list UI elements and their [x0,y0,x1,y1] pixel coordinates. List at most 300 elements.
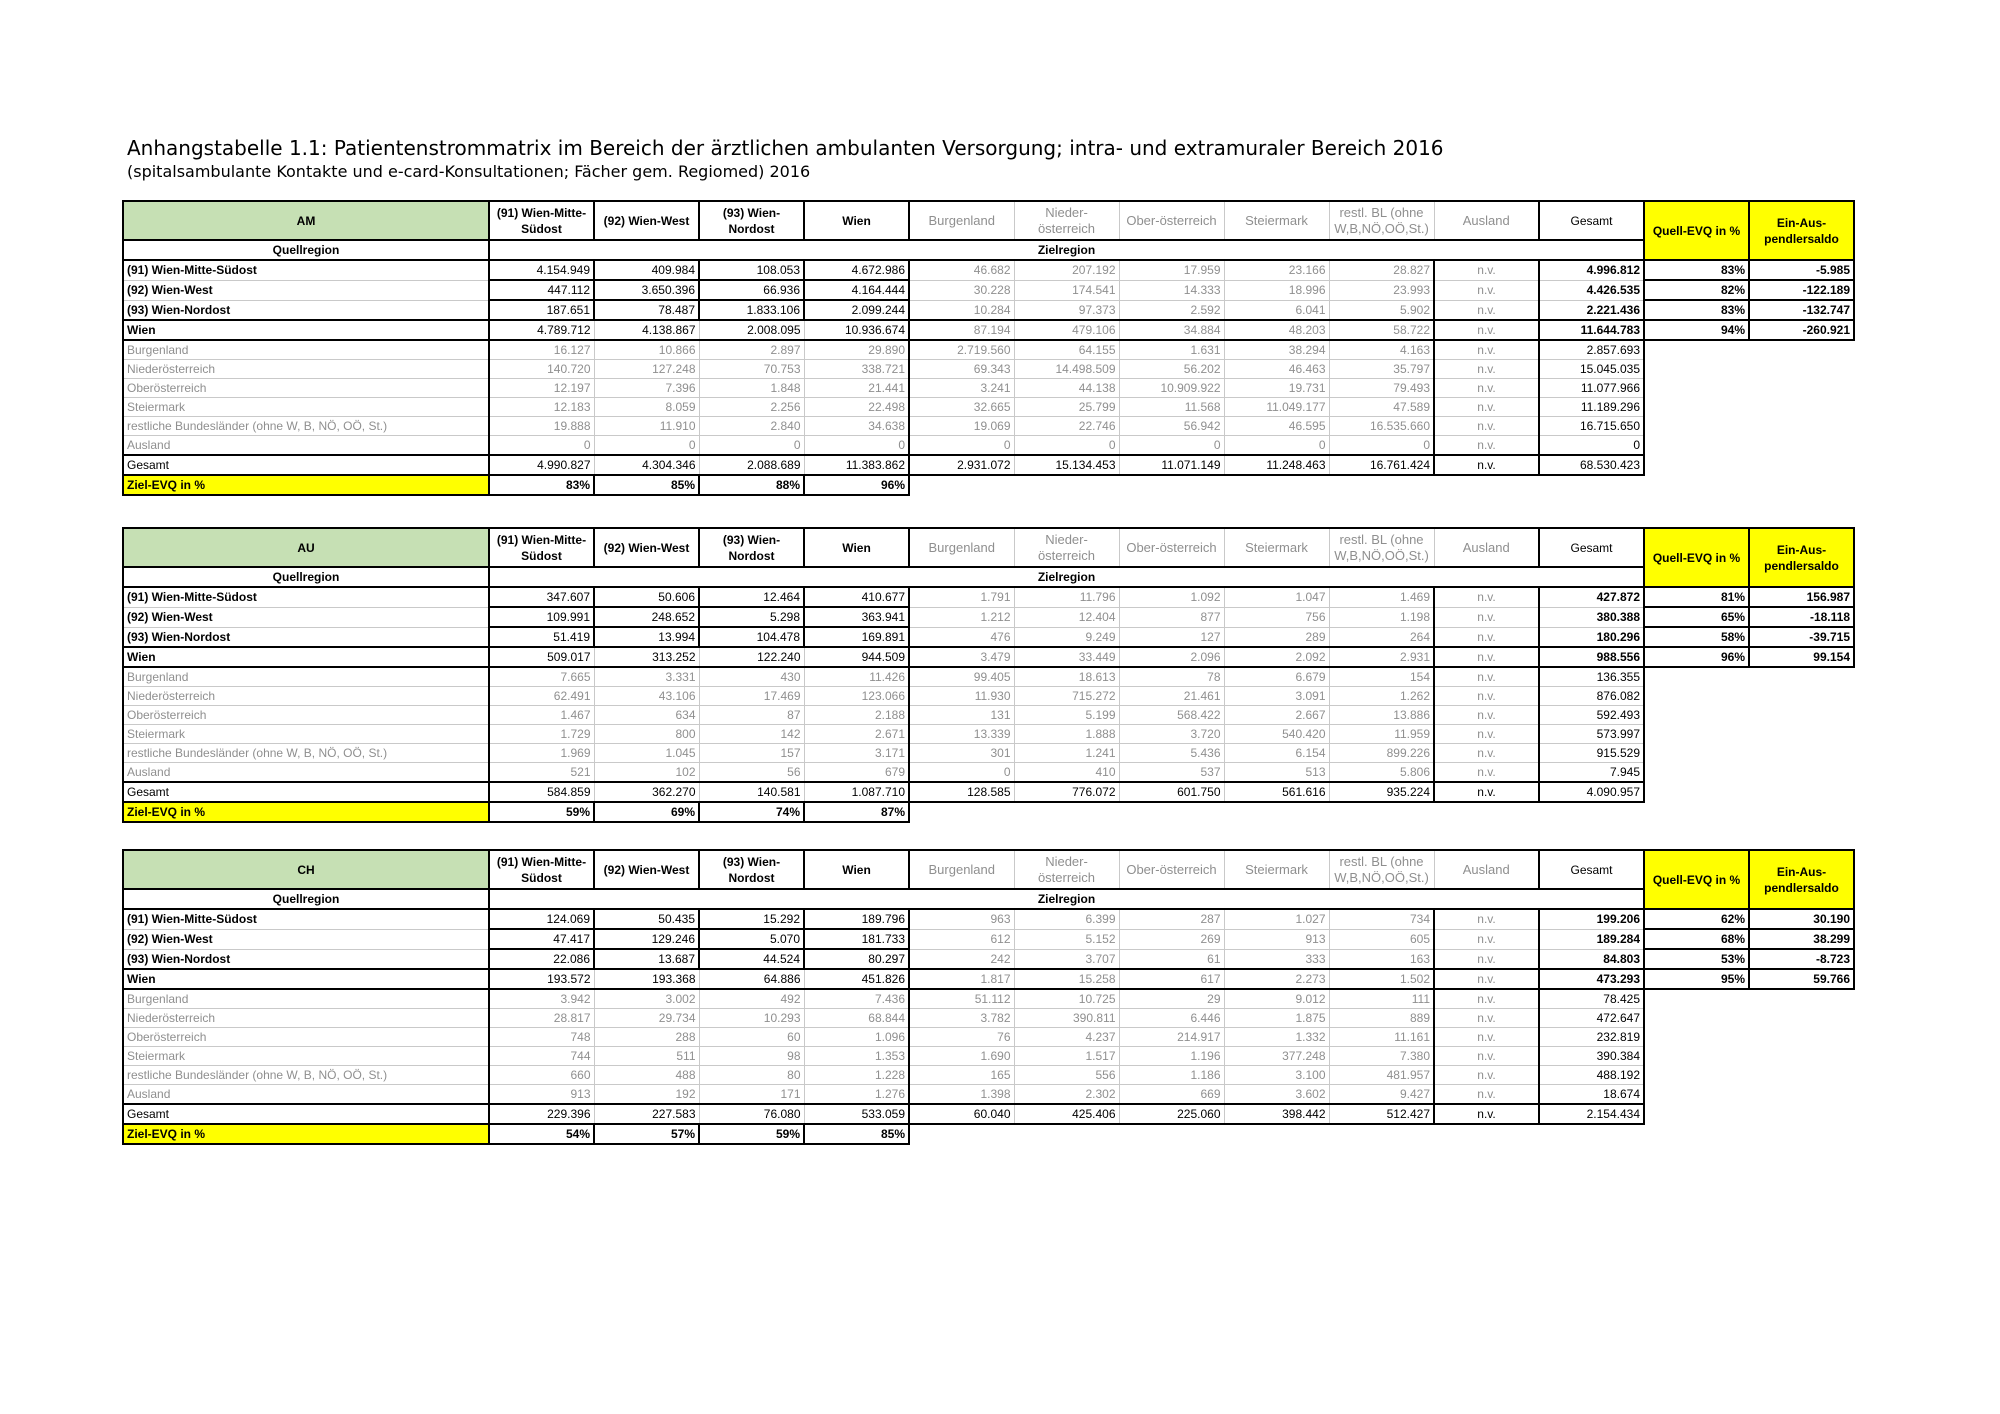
empty-cell [1749,687,1854,706]
table-row [123,1104,1854,1124]
table-cell: 4.164.444 [804,280,909,300]
table-cell: 51.419 [489,627,594,647]
quell-evq-value: 96% [1644,647,1749,667]
table-cell: 0 [804,436,909,456]
table-cell: 2.592 [1119,300,1224,320]
table-cell: n.v. [1434,587,1539,607]
table-cell: 2.719.560 [909,340,1014,360]
row-label: Niederösterreich [123,360,489,379]
table-cell: 2.092 [1224,647,1329,667]
table-cell: 171 [699,1085,804,1105]
empty-cell [1749,1066,1854,1085]
empty-cell [1644,782,1749,802]
table-cell: 44.524 [699,949,804,969]
table-row [123,667,1854,687]
table-cell: 3.002 [594,989,699,1009]
table-cell: 3.100 [1224,1066,1329,1085]
table-row [123,1009,1854,1028]
table-cell: 187.651 [489,300,594,320]
empty-cell [1119,1124,1224,1144]
table-cell: 2.931.072 [909,455,1014,475]
table-cell: 4.237 [1014,1028,1119,1047]
ziel-evq-row [123,1124,1854,1144]
ziel-evq-label: Ziel-EVQ in % [123,802,489,822]
row-label: Wien [123,969,489,989]
table-cell: 12.404 [1014,607,1119,627]
table-cell: 1.631 [1119,340,1224,360]
table-row [123,607,1854,627]
table-cell: 56.942 [1119,417,1224,436]
table-cell: 13.994 [594,627,699,647]
table-cell: 122.240 [699,647,804,667]
table-row [123,300,1854,320]
column-header: Ausland [1434,201,1539,240]
table-cell: 78.425 [1539,989,1644,1009]
table-cell: 169.891 [804,627,909,647]
empty-cell [1749,1047,1854,1066]
column-header: Burgenland [909,528,1014,567]
table-cell: 68.844 [804,1009,909,1028]
table-cell: 1.833.106 [699,300,804,320]
empty-cell [1749,989,1854,1009]
table-cell: 11.383.862 [804,455,909,475]
empty-cell [909,475,1014,495]
table-cell: 4.990.827 [489,455,594,475]
empty-cell [1749,360,1854,379]
table-cell: 2.302 [1014,1085,1119,1105]
empty-cell [1119,475,1224,495]
saldo-value: 38.299 [1749,929,1854,949]
ziel-evq-value: 85% [804,1124,909,1144]
table-cell: 140.581 [699,782,804,802]
table-cell: 1.186 [1119,1066,1224,1085]
ziel-evq-value: 88% [699,475,804,495]
table-cell: 592.493 [1539,706,1644,725]
column-header: Gesamt [1539,850,1644,889]
table-cell: 4.426.535 [1539,280,1644,300]
table-cell: 0 [1329,436,1434,456]
table-cell: 18.674 [1539,1085,1644,1105]
table-row [123,398,1854,417]
table-cell: 163 [1329,949,1434,969]
table-cell: n.v. [1434,455,1539,475]
table-cell: 877 [1119,607,1224,627]
empty-cell [1749,1124,1854,1144]
table-row [123,744,1854,763]
table-cell: 9.249 [1014,627,1119,647]
empty-cell [1329,475,1434,495]
empty-cell [1749,1028,1854,1047]
table-cell: 776.072 [1014,782,1119,802]
table-cell: 131 [909,706,1014,725]
table-cell: 157 [699,744,804,763]
column-header: (92) Wien-West [594,850,699,889]
table-cell: 15.134.453 [1014,455,1119,475]
row-label: Ausland [123,436,489,456]
table-cell: n.v. [1434,340,1539,360]
saldo-value: -260.921 [1749,320,1854,340]
table-cell: 472.647 [1539,1009,1644,1028]
row-label: (92) Wien-West [123,929,489,949]
table-cell: 10.909.922 [1119,379,1224,398]
table-cell: 744 [489,1047,594,1066]
table-cell: 1.875 [1224,1009,1329,1028]
table-cell: 13.687 [594,949,699,969]
table-cell: 734 [1329,909,1434,929]
table-cell: 509.017 [489,647,594,667]
row-label: Gesamt [123,782,489,802]
quell-evq-value: 53% [1644,949,1749,969]
table-cell: 10.284 [909,300,1014,320]
table-row [123,909,1854,929]
table-cell: 988.556 [1539,647,1644,667]
table-cell: 1.276 [804,1085,909,1105]
table-cell: 99.405 [909,667,1014,687]
ziel-evq-value: 59% [489,802,594,822]
table-cell: 6.679 [1224,667,1329,687]
table-cell: 287 [1119,909,1224,929]
table-row [123,725,1854,744]
table-row [123,280,1854,300]
table-cell: 1.467 [489,706,594,725]
empty-cell [1749,782,1854,802]
row-label: Oberösterreich [123,1028,489,1047]
table-cell: 79.493 [1329,379,1434,398]
header-row [123,201,1854,240]
table-cell: 6.446 [1119,1009,1224,1028]
table-cell: 12.464 [699,587,804,607]
quell-evq-value: 82% [1644,280,1749,300]
table-cell: 944.509 [804,647,909,667]
table-cell: 913 [489,1085,594,1105]
empty-cell [1644,802,1749,822]
table-cell: 140.720 [489,360,594,379]
table-cell: 2.273 [1224,969,1329,989]
table-cell: 447.112 [489,280,594,300]
saldo-value: -39.715 [1749,627,1854,647]
subheader-row [123,240,1854,260]
table-row [123,1047,1854,1066]
table-cell: 109.991 [489,607,594,627]
empty-cell [1749,725,1854,744]
table-cell: 129.246 [594,929,699,949]
column-header: Steiermark [1224,850,1329,889]
table-cell: 12.183 [489,398,594,417]
table-cell: 76 [909,1028,1014,1047]
table-row [123,1085,1854,1105]
table-cell: 481.957 [1329,1066,1434,1085]
table-cell: 64.886 [699,969,804,989]
table-cell: 7.665 [489,667,594,687]
table-cell: 390.811 [1014,1009,1119,1028]
table-cell: 2.096 [1119,647,1224,667]
table-cell: 181.733 [804,929,909,949]
table-row [123,340,1854,360]
table-cell: 199.206 [1539,909,1644,929]
table-cell: 128.585 [909,782,1014,802]
table-cell: 409.984 [594,260,699,280]
table-cell: 1.398 [909,1085,1014,1105]
table-cell: 488.192 [1539,1066,1644,1085]
table-cell: 660 [489,1066,594,1085]
table-cell: 963 [909,909,1014,929]
table-cell: 876.082 [1539,687,1644,706]
column-header: Ober-österreich [1119,850,1224,889]
table-cell: 3.782 [909,1009,1014,1028]
table-cell: 229.396 [489,1104,594,1124]
row-label: Ausland [123,1085,489,1105]
table-cell: 102 [594,763,699,783]
table-cell: 1.332 [1224,1028,1329,1047]
table-cell: 679 [804,763,909,783]
table-cell: n.v. [1434,607,1539,627]
table-cell: 617 [1119,969,1224,989]
table-cell: 715.272 [1014,687,1119,706]
empty-cell [1329,1124,1434,1144]
table-cell: 56 [699,763,804,783]
table-cell: 1.196 [1119,1047,1224,1066]
table-cell: 87 [699,706,804,725]
empty-cell [909,1124,1014,1144]
table-cell: 1.817 [909,969,1014,989]
table-cell: n.v. [1434,929,1539,949]
row-label: Oberösterreich [123,706,489,725]
table-cell: 451.826 [804,969,909,989]
table-cell: 2.931 [1329,647,1434,667]
table-cell: 13.339 [909,725,1014,744]
table-cell: 28.817 [489,1009,594,1028]
table-row [123,1066,1854,1085]
table-row [123,320,1854,340]
table-row [123,782,1854,802]
table-cell: 0 [699,436,804,456]
table-cell: 362.270 [594,782,699,802]
quell-evq-value: 65% [1644,607,1749,627]
table-cell: n.v. [1434,260,1539,280]
table-cell: 47.417 [489,929,594,949]
column-header-quell-evq: Quell-EVQ in % [1644,201,1749,260]
table-cell: 87.194 [909,320,1014,340]
page-title: Anhangstabelle 1.1: Patientenstrommatrix im Bereich der ärztlichen ambulanten Versorgung; intra- und extramuraler Bereich 2016 [127,136,1444,160]
table-cell: 17.469 [699,687,804,706]
subheader-row [123,567,1854,587]
table-cell: 23.993 [1329,280,1434,300]
table-cell: 476 [909,627,1014,647]
empty-cell [1644,417,1749,436]
zielregion-label: Zielregion [489,889,1644,909]
table-cell: 7.945 [1539,763,1644,783]
quell-evq-value: 83% [1644,260,1749,280]
table-cell: 11.644.783 [1539,320,1644,340]
table-cell: 1.502 [1329,969,1434,989]
table-cell: 16.715.650 [1539,417,1644,436]
table-cell: 4.163 [1329,340,1434,360]
table-cell: 605 [1329,929,1434,949]
table-cell: n.v. [1434,1028,1539,1047]
row-label: Gesamt [123,1104,489,1124]
column-header: (93) Wien-Nordost [699,528,804,567]
table-cell: 427.872 [1539,587,1644,607]
table-cell: 60 [699,1028,804,1047]
table-cell: 214.917 [1119,1028,1224,1047]
empty-cell [1119,802,1224,822]
table-cell: 473.293 [1539,969,1644,989]
table-cell: 0 [594,436,699,456]
table-cell: 23.166 [1224,260,1329,280]
zielregion-label: Zielregion [489,567,1644,587]
table-cell: 634 [594,706,699,725]
ziel-evq-value: 59% [699,1124,804,1144]
table-row [123,587,1854,607]
column-header: restl. BL (ohne W,B,NÖ,OÖ,St.) [1329,528,1434,567]
table-cell: 16.535.660 [1329,417,1434,436]
table-cell: 0 [1014,436,1119,456]
table-cell: 1.087.710 [804,782,909,802]
table-cell: 333 [1224,949,1329,969]
ziel-evq-label: Ziel-EVQ in % [123,475,489,495]
ziel-evq-value: 57% [594,1124,699,1144]
table-cell: n.v. [1434,949,1539,969]
table-cell: 47.589 [1329,398,1434,417]
table-cell: 380.388 [1539,607,1644,627]
table-cell: 44.138 [1014,379,1119,398]
ziel-evq-value: 69% [594,802,699,822]
table-cell: 25.799 [1014,398,1119,417]
column-header: Ausland [1434,528,1539,567]
saldo-value: 59.766 [1749,969,1854,989]
table-cell: 5.298 [699,607,804,627]
table-cell: n.v. [1434,1066,1539,1085]
table-cell: 1.047 [1224,587,1329,607]
table-code: AU [123,528,489,567]
table-row [123,969,1854,989]
table-cell: 537 [1119,763,1224,783]
table-cell: 3.241 [909,379,1014,398]
table-cell: 34.638 [804,417,909,436]
table-cell: n.v. [1434,706,1539,725]
table-row [123,647,1854,667]
table-cell: 21.441 [804,379,909,398]
table-cell: 9.427 [1329,1085,1434,1105]
table-cell: 2.188 [804,706,909,725]
saldo-value: -132.747 [1749,300,1854,320]
table-cell: 0 [1119,436,1224,456]
table-cell: 511 [594,1047,699,1066]
table-cell: 66.936 [699,280,804,300]
header-row [123,528,1854,567]
table-cell: 748 [489,1028,594,1047]
table-cell: 1.212 [909,607,1014,627]
table-cell: 10.293 [699,1009,804,1028]
empty-cell [1539,802,1644,822]
table-cell: 410.677 [804,587,909,607]
table-cell: 3.707 [1014,949,1119,969]
quell-evq-value: 81% [1644,587,1749,607]
table-cell: 3.942 [489,989,594,1009]
empty-cell [1644,1009,1749,1028]
table-cell: 430 [699,667,804,687]
row-label: restliche Bundesländer (ohne W, B, NÖ, OÖ, St.) [123,1066,489,1085]
empty-cell [1749,802,1854,822]
table-cell: 18.613 [1014,667,1119,687]
table-cell: 11.189.296 [1539,398,1644,417]
column-header-saldo: Ein-Aus-pendlersaldo [1749,850,1854,909]
row-label: (93) Wien-Nordost [123,300,489,320]
empty-cell [1644,1028,1749,1047]
row-label: Wien [123,320,489,340]
table-cell: n.v. [1434,1009,1539,1028]
table-cell: 533.059 [804,1104,909,1124]
table-cell: 1.791 [909,587,1014,607]
empty-cell [1644,455,1749,475]
ziel-evq-value: 85% [594,475,699,495]
table-cell: n.v. [1434,436,1539,456]
table-cell: 56.202 [1119,360,1224,379]
empty-cell [1749,706,1854,725]
table-row [123,763,1854,783]
row-label: (93) Wien-Nordost [123,949,489,969]
ziel-evq-row [123,475,1854,495]
table-cell: 13.886 [1329,706,1434,725]
table-cell: n.v. [1434,687,1539,706]
table-cell: 15.045.035 [1539,360,1644,379]
table-cell: 21.461 [1119,687,1224,706]
row-label: restliche Bundesländer (ohne W, B, NÖ, OÖ, St.) [123,744,489,763]
table-cell: 1.027 [1224,909,1329,929]
table-cell: 10.866 [594,340,699,360]
table-cell: n.v. [1434,1047,1539,1066]
table-row [123,360,1854,379]
table-cell: 521 [489,763,594,783]
quellregion-label: Quellregion [123,567,489,587]
table-cell: 4.304.346 [594,455,699,475]
table-cell: 80 [699,1066,804,1085]
column-header: Ober-österreich [1119,528,1224,567]
table-cell: 124.069 [489,909,594,929]
table-cell: 0 [1539,436,1644,456]
table-code: CH [123,850,489,889]
table-cell: 68.530.423 [1539,455,1644,475]
table-cell: 889 [1329,1009,1434,1028]
table-cell: 3.720 [1119,725,1224,744]
table-cell: 29.890 [804,340,909,360]
table-cell: 584.859 [489,782,594,802]
table-cell: 1.888 [1014,725,1119,744]
table-cell: 70.753 [699,360,804,379]
table-cell: 61 [1119,949,1224,969]
row-label: Burgenland [123,989,489,1009]
empty-cell [1644,706,1749,725]
column-header: Gesamt [1539,528,1644,567]
table-cell: 11.568 [1119,398,1224,417]
saldo-value: 99.154 [1749,647,1854,667]
row-label: Steiermark [123,398,489,417]
table-cell: 11.426 [804,667,909,687]
table-cell: 10.936.674 [804,320,909,340]
table-cell: 0 [489,436,594,456]
table-cell: 479.106 [1014,320,1119,340]
table-cell: 377.248 [1224,1047,1329,1066]
empty-cell [1434,802,1539,822]
ziel-evq-value: 74% [699,802,804,822]
saldo-value: -8.723 [1749,949,1854,969]
empty-cell [1644,475,1749,495]
table-cell: 301 [909,744,1014,763]
table-cell: 2.897 [699,340,804,360]
empty-cell [1644,763,1749,783]
table-row [123,989,1854,1009]
empty-cell [1644,1047,1749,1066]
